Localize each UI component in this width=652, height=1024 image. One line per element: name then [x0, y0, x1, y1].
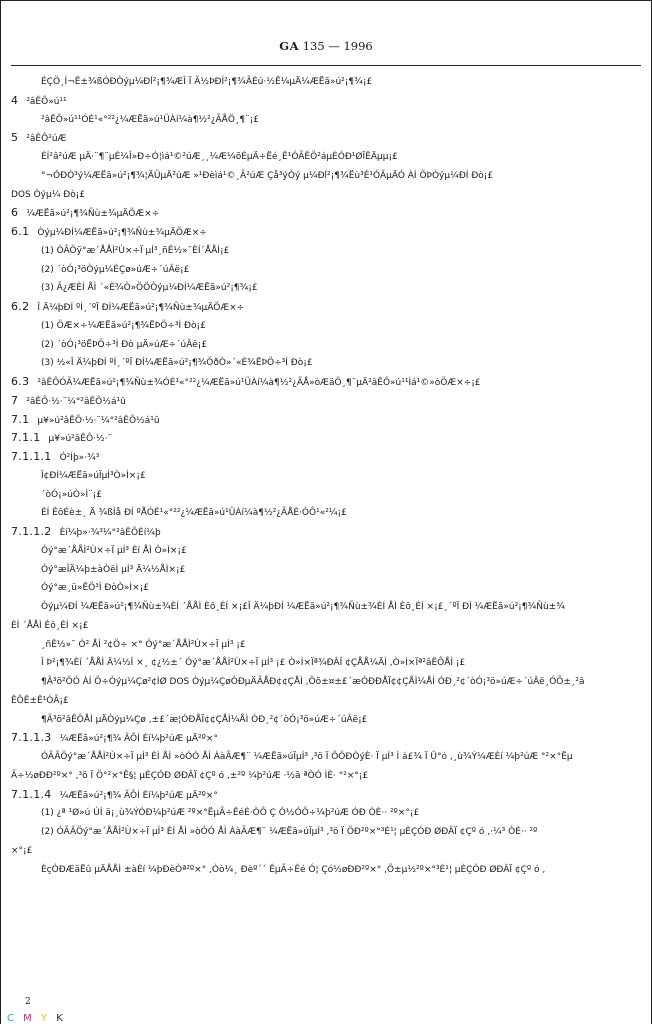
paragraph-line: ÈÍ ´ÅÅÌ Èô¸ÉÍ ×¡£ — [11, 620, 89, 631]
section-title: ²âÊÔÓÃ¼ÆËã»ú²¡¶¾Ñù±¾ÓÉ¹«°²²¿¼ÆËã»ú¹ÜÀí¼à¶½²¿ÃÅ»òÆäÖ¸¶¨µÄ²âÊÔ»ú¹¹Ìá¹©»òÖÆ×÷¡£ — [37, 378, 481, 388]
paragraph-line: Óý°æÎÄ¼þ±àÒëÌ µÍ³ Ä¼½ÅÌ×¡£ — [41, 564, 186, 575]
paragraph-line: (1) ÖÆ×÷¼ÆËã»ú²¡¶¾ËÞÖ÷³Ì Ðò¡£ — [41, 320, 206, 331]
section-title: Ó²Ìþ»·¾³ — [59, 453, 100, 463]
section-number: 5 — [11, 131, 19, 145]
paragraph-line: DOS Òýµ¼ Ðò¡£ — [11, 189, 86, 200]
paragraph-line: Î Þ²¡¶¾Èí ´ÅÅÌ Ä¼½Î ×¸ ¢¿½±´ Óý°æ´ÅÅÌ²Ù×÷Ï µÍ³ ¡£ Ò»Ì×Ïª¾ÐÂÎ ¢ÇÅÅ¼ÄÌ ,Ò»Ì×Ïª²âÊÔÅÌ ¡£ — [41, 658, 466, 669]
section-heading — [11, 729, 641, 748]
section-title: ²âÊÔ»ú¹¹ — [26, 96, 67, 107]
standard-number: 135 — 1996 — [302, 39, 373, 53]
section-number: 7.1 — [11, 412, 30, 426]
page-header — [11, 39, 641, 66]
paragraph-line: Óý°æ´ÅÅÌ²Ù×÷Ï µÍ³ Èí ÅÌ Ò»Ì×¡£ — [41, 545, 187, 556]
paragraph-line: ²âÊÔ»ú¹¹ÓÉ¹«°²²¿¼ÆËã»ú¹ÜÀí¼à¶½²¿ÃÅÖ¸¶¨¡£ — [41, 114, 259, 125]
section-heading — [11, 92, 641, 111]
section-number: 7.1.1.3 — [11, 731, 52, 745]
section-number: 7.1.1.1 — [11, 450, 52, 463]
cmyk-k: K — [56, 1013, 66, 1024]
paragraph-line: (3) ½«Î Ä¼þÐÍ ºÍ¸´ºÏ ÐÍ¼ÆËã»ú²¡¶¾ÖðÒ»´«È¾ËÞÖ÷³Ì Ðò¡£ — [41, 358, 313, 369]
cmyk-registration-marks — [7, 1013, 66, 1024]
section-title: ¼ÆËã»ú²¡¶¾ ÃÕÍ Èí¼þ²úÆ µÄ²º×° — [59, 790, 218, 801]
paragraph-line: °¬ÓÐÒ³ý¼ÆËã»ú²¡¶¾¦ÄÜµÄ²úÆ »¹Ðèìá¹©¸Ã²úÆ Çå³ýÒý µ¼Ðĺ²¡¶¾Ëù³É¹ÓÃµÄÓ ÀÍ ÖÞÒýµ¼ÐÍ Ðò¡£ — [41, 170, 494, 181]
section-number: 7 — [11, 393, 19, 407]
paragraph-line: Óý°æ¸ü»ÊÖ³Ì ÐòÒ»Ì×¡£ — [41, 583, 149, 594]
section-title: ¼ÆËã»ú²¡¶¾ ÃÕÍ Èí¼þ²úÆ µÄ²º×° — [59, 734, 218, 745]
section-title: ²âÊÔ²úÆ — [26, 134, 67, 145]
section-number: 6 — [11, 206, 19, 220]
paragraph-line: (1) ¿ª ¹Ø»ú ÚÍ ä¡¸ù¾ÝÓÐ¼þ²úÆ ²º×°ËµÃ÷ÊéÈ·ÒÔ Ç Ó½ÓÖ÷¼þ²úÆ ÓÐ ÒÈ·· ²º×°¡£ — [41, 808, 420, 819]
paragraph-line: ¸ñÊ½»¯ Ó² ÅÌ ²¢Ö÷ ×° Óý°æ´ÅÅÌ²Ù×÷Ï µÍ³ ¡£ — [41, 639, 246, 650]
section-heading — [11, 129, 641, 148]
paragraph-line: ÊÔÊ±Ê¹ÓÃ¡£ — [11, 695, 69, 706]
section-heading — [11, 786, 641, 805]
section-heading — [11, 223, 641, 242]
paragraph-line: ÓÃÃÖý°æ´ÅÅÌ²Ù×÷Ï µÍ³ ÈÍ ÅÌ »òÓÓ ÅÌ ÀàÃÆ¶¨ ¼ÆËã»úÏµÍ³ ,³ö Ï ÖÖÐÒýÈ· Ï µÍ³ Ì á£¾ Ï Û°ó ,¸ù¾Ý¼ÆÈí ¼þ²úÆ °²×°Ëµ — [41, 752, 573, 762]
paragraph-line: (2) ´òÓ¡³öËÞÖ÷³Ì Ðò µÄ»úÆ÷´úÂë¡£ — [41, 339, 208, 350]
paragraph-line: ÉÇÖ¸Í¬Ê±¾ßÓÐÒýµ¼Ðĺ²¡¶¾ÆÎ Ï Ã½ÞÐÍ²¡¶¾ÃÉú·½Ê¼µÄ¼ÆËã»ú²¡¶¾¡£ — [41, 77, 373, 87]
section-title: Òýµ¼ÐÍ¼ÆËã»ú²¡¶¾Ñù±¾µÄÖÆ×÷ — [37, 228, 207, 238]
paragraph-line: (2) ´òÓ¡³öÒýµ¼ÈÇø»úÆ÷´úÂë¡£ — [41, 264, 190, 275]
paragraph-line: ¶Ã³ö²ÖÓ ÀÍ Ö÷Òýµ¼Çø²¢ÌØ DOS Òýµ¼ÇøÓÐµÄÃÅÐ¢¢ÇÅÌ ,Öõ±¤±£´æÓÐÐÅÏ¢¢ÇÅÌ¼ÅÌ ÓÐ¸²¢´òÓ¡³ö»úÆ÷´úÂë¸ÓÕ±¸²â — [41, 677, 585, 687]
cmyk-c: C — [7, 1013, 17, 1024]
paragraph-line: Ã÷½øÐÐ²º×° ,³ö Ï Ö°²×°Ê§¦ µÈÇÓÐ ØÐÂÏ ¢Çº ó ,±²º ¼þ²úÆ ·½ã ªÒÓ ÌÈ· °²×°¡£ — [11, 770, 369, 781]
paragraph-line: ÈçÓÐÆäËû µÄÅÅÌ ±àÈí ¼þÐèÒª²º×° ,Òò¼¸ Ðèº´´ ÊµÃ÷Êé Ó¦ Çó½øÐÐ²º×° ,Ö±µ½²º×°³É¹¦ µÈÇÓÐ ØÐÂÏ ¢Çº ó , — [41, 864, 546, 875]
paragraph-line: ×°¡£ — [11, 845, 33, 856]
section-number: 7.1.1.4 — [11, 787, 52, 801]
paragraph-line: (2) ÓÃÃÖý°æ´ÅÅÌ²Ù×÷Ï µÍ³ ÈÍ ÅÌ »òÓÓ ÅÌ ÀàÃÆ¶¨ ¼ÆËã»úÏµÍ³ ,³ö Ï ÖÐ²º×°³É¹¦ µÈÇÓÐ ØÐÂÏ ¢Çº ó ,·¼³ ÒÈ·· ²º — [41, 827, 538, 837]
section-heading — [11, 392, 641, 411]
paragraph-line: (3) Ã¿ÆÈÍ ÅÌ ´«È¾Ò»ÖÖÒýµ¼ÐÍ¼ÆËã»ú²¡¶¾¡£ — [41, 283, 258, 294]
section-number: 6.1 — [11, 225, 30, 238]
section-title: ¼ÆËã»ú²¡¶¾Ñù±¾µÄÖÆ×÷ — [26, 209, 160, 220]
cmyk-y: Y — [41, 1013, 51, 1024]
section-heading — [11, 429, 641, 448]
section-title: ²âÊÔ·½·¨¼°²âÊÔ½á¹û — [26, 396, 126, 407]
section-title: Èí¼þ»·¾³¼°²âÊÔÈí¼þ — [59, 528, 161, 538]
section-number: 6.2 — [11, 300, 30, 313]
paragraph-line: ¶Ã³ö²âÊÔÅÌ µÄÒýµ¼Çø ,±£´æ¦ÓÐÅÏ¢¢ÇÅÌ¼ÅÌ ÓÐ¸²¢´òÓ¡³ö»úÆ÷´úÂë¡£ — [41, 714, 368, 725]
section-heading — [11, 373, 641, 392]
paragraph-line: (1) ÓÃÖÿ°æ´ÅÅÌ²Ù×÷Ï µÍ³¸ñÊ½»¯ÈÍ´ÅÅÌ¡£ — [41, 245, 230, 256]
paragraph-line: ´òÓ¡»úÒ»Ì¨¡£ — [41, 489, 102, 500]
paragraph-line: ÉÍ²â²úÆ µÄ·¨¶¨µÈ¼Î»Ð÷Ó¦ìá¹©²úÆ¸¸¼Æ¼õÉµÄ÷Ëé¸Ê¹ÓÃÊÖ²áµÈÓÐ¹ØÏÊÄµµ¡£ — [41, 152, 398, 162]
section-heading — [11, 523, 641, 542]
section-heading — [11, 204, 641, 223]
paragraph-line: Î¢ÐÍ¼ÆËã»úÏµÍ³Ò»Ì×¡£ — [41, 470, 146, 481]
page-number: 2 — [25, 997, 31, 1007]
section-heading — [11, 411, 641, 430]
section-title: µ¥»ú²âÊÔ·½·¨ — [48, 434, 113, 445]
section-title: Î Ä¼þÐÍ ºÍ¸´ºÏ ÐÍ¼ÆËã»ú²¡¶¾Ñù±¾µÄÖÆ×÷ — [37, 303, 245, 313]
section-number: 7.1.1 — [11, 431, 41, 445]
paragraph-line: Òýµ¼ÐÍ ¼ÆËã»ú²¡¶¾Ñù±¾ÈÍ ´ÅÅÌ Èô¸ÉÍ ×¡£Î Ä¼þÐÍ ¼ÆËã»ú²¡¶¾Ñù±¾ÈÍ ÅÌ Èô¸ÉÍ ×¡£¸´ºÏ ÐÍ ¼ÆËã»ú²¡¶¾Ñù±¾ — [41, 602, 565, 612]
section-number: 4 — [11, 93, 19, 107]
section-number: 7.1.1.2 — [11, 525, 52, 538]
section-heading — [11, 448, 641, 467]
section-number: 6.3 — [11, 375, 30, 388]
section-title: µ¥»ú²âÊÔ·½·¨¼°²âÊÔ½á¹û — [37, 415, 160, 426]
cmyk-m: M — [23, 1013, 35, 1024]
standard-code: GA — [279, 39, 300, 53]
document-body — [11, 73, 641, 879]
section-heading — [11, 298, 641, 317]
paragraph-line: ÉÍ ÊôÉè±¸ Ä ¾ßÌå ÐÍ ºÅÓÉ¹«°²²¿¼ÆËã»ú¹ÜÀí¼à¶½²¿ÃÅÈ·ÒÔ¹«²¼¡£ — [41, 508, 347, 519]
